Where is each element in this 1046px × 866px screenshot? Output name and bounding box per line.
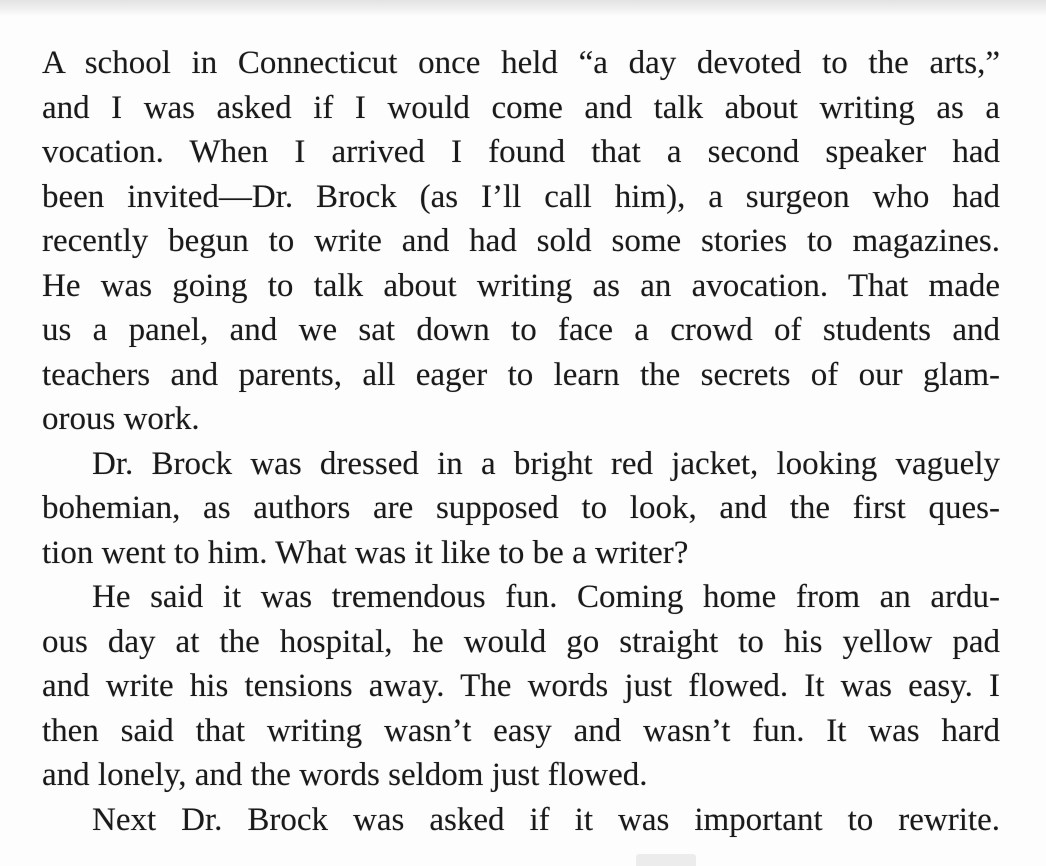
text-line: ous day at the hospital, he would go straight to his yellow pad bbox=[42, 623, 1000, 660]
text-line: and write his tensions away. The words just flowed. It was easy. I bbox=[42, 668, 1000, 704]
text-line: and I was asked if I would come and talk about writing as a bbox=[42, 89, 1000, 126]
text-line: Next Dr. Brock was asked if it was important to rewrite. bbox=[92, 801, 1000, 838]
text-line: He was going to talk about writing as an avocation. That made bbox=[42, 267, 1000, 304]
text-line: us a panel, and we sat down to face a crowd of students and bbox=[42, 312, 1000, 348]
text-line: tion went to him. What was it like to be a writer? bbox=[42, 534, 689, 571]
text-line: A school in Connecticut once held “a day devoted to the arts,” bbox=[42, 45, 1000, 81]
book-page-text bbox=[42, 41, 1000, 842]
text-line: vocation. When I arrived I found that a second speaker had bbox=[42, 134, 1000, 170]
scan-edge-artifact bbox=[636, 854, 696, 866]
text-line: teachers and parents, all eager to learn the secrets of our glam- bbox=[42, 356, 1000, 393]
text-line: orous work. bbox=[42, 401, 200, 437]
text-line: been invited—Dr. Brock (as I’ll call him), a surgeon who had bbox=[42, 178, 1000, 215]
text-line: He said it was tremendous fun. Coming home from an ardu- bbox=[92, 579, 1000, 615]
text-line: bohemian, as authors are supposed to look, and the first ques- bbox=[42, 490, 1000, 526]
text-line: and lonely, and the words seldom just flowed. bbox=[42, 757, 648, 793]
text-line: recently begun to write and had sold some stories to magazines. bbox=[42, 223, 1000, 259]
text-line: Dr. Brock was dressed in a bright red jacket, looking vaguely bbox=[92, 445, 1000, 482]
scan-edge-artifact bbox=[0, 0, 1046, 16]
text-line: then said that writing wasn’t easy and wasn’t fun. It was hard bbox=[42, 712, 1000, 749]
